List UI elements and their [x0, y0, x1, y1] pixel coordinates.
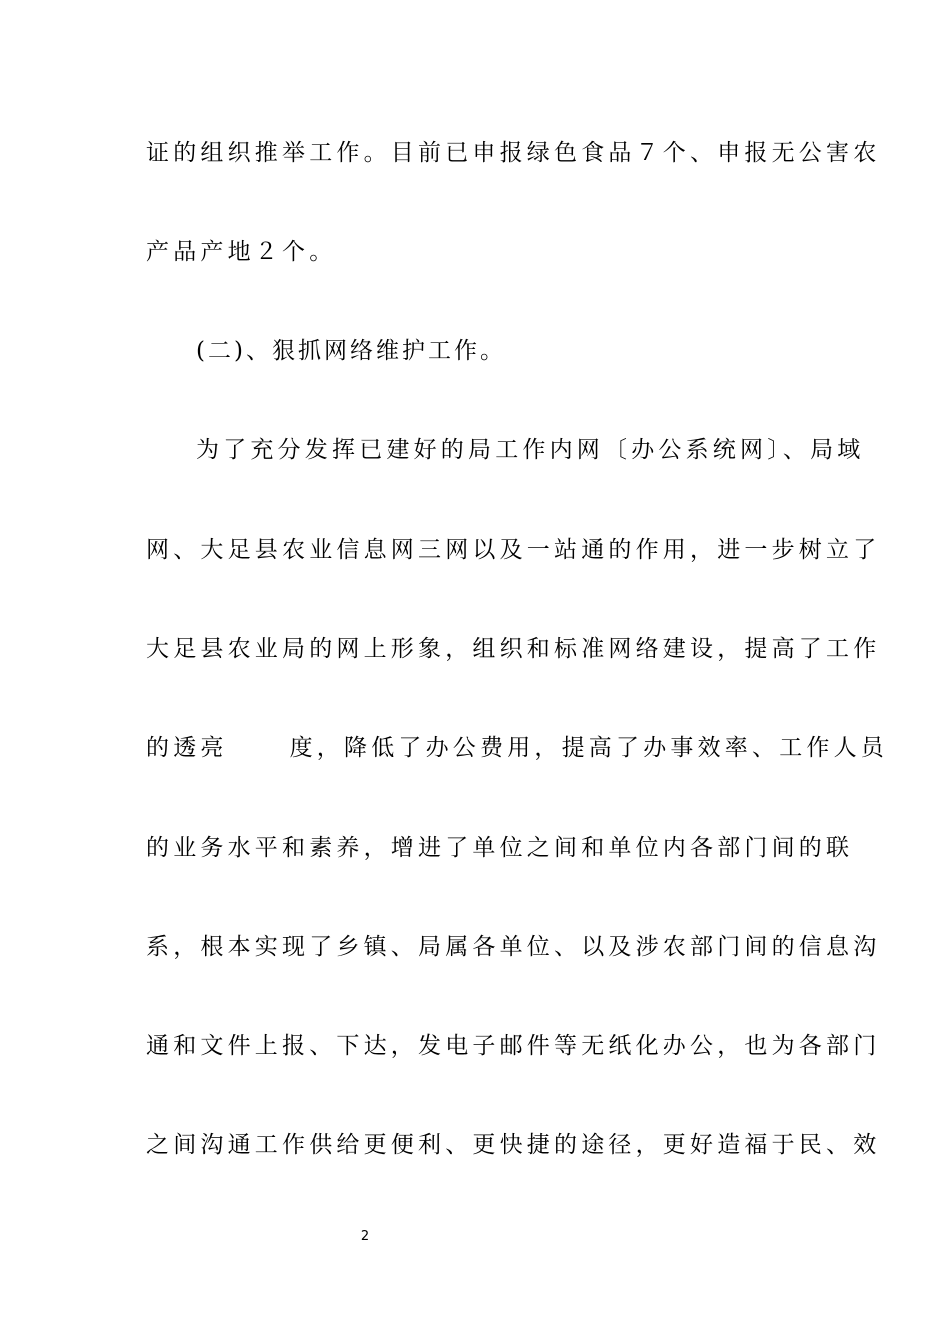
paragraph-line: [146, 728, 889, 768]
paragraph-fragment: 度，降低了办公费用，提高了办事效率、工作人员: [289, 735, 889, 761]
paragraph-line: 产品产地２个。: [146, 239, 337, 265]
paragraph-line: 大足县农业局的网上形象，组织和标准网络建设，提高了工作: [146, 636, 881, 662]
section-heading: (二)、狠抓网络维护工作。: [196, 338, 506, 364]
paragraph-line: 为了充分发挥已建好的局工作内网〔办公系统网〕、局域: [196, 437, 865, 463]
paragraph-line: 网、大足县农业信息网三网以及一站通的作用，进一步树立了: [146, 537, 881, 563]
page-number: 2: [360, 1229, 370, 1244]
paragraph-line: 的业务水平和素养，增进了单位之间和单位内各部门间的联: [146, 835, 854, 861]
paragraph-line: 通和文件上报、下达，发电子邮件等无纸化办公，也为各部门: [146, 1033, 881, 1059]
paragraph-line: 系，根本实现了乡镇、局属各单位、以及涉农部门间的信息沟: [146, 934, 881, 960]
paragraph-line: 证的组织推举工作。目前已申报绿色食品７个、申报无公害农: [146, 140, 881, 166]
paragraph-fragment: 的透亮: [146, 735, 228, 761]
paragraph-line: 之间沟通工作供给更便利、更快捷的途径，更好造福于民、效: [146, 1132, 881, 1158]
